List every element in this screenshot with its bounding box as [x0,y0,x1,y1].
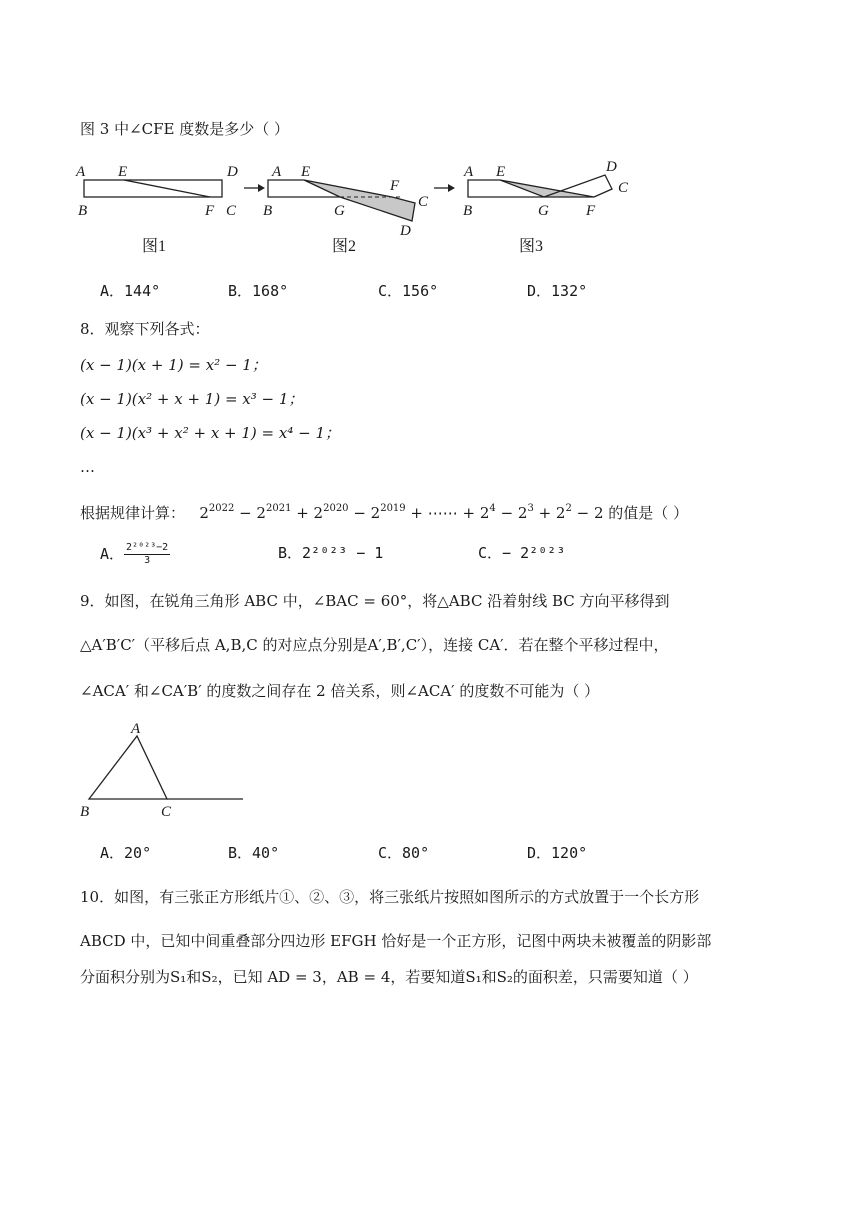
q9-triangle-figure [75,718,255,828]
q7-stem: 图 3 中∠CFE 度数是多少（ ） [80,120,290,138]
q7-option-b: B．168° [228,282,289,300]
svg-text:D: D [400,223,411,239]
q8-eq1: (x − 1)(x + 1) = x² − 1； [80,356,267,374]
q7-option-a: A．144° [100,282,161,300]
svg-text:G: G [334,203,345,219]
q10-line3: 分面积分别为S₁和S₂，已知 AD = 3，AB = 4，若要知道S₁和S₂的面积差，只需要知道（ ） [80,968,698,986]
q7-option-c: C．156° [378,282,439,300]
q8-eq3: (x − 1)(x³ + x² + x + 1) = x⁴ − 1； [80,424,341,442]
q9-line2: △A′B′C′（平移后点 A,B,C 的对应点分别是A′,B′,C′），连接 CA′．若在整个平移过程中， [80,636,669,654]
fig1 [75,164,238,219]
svg-text:A: A [131,721,141,737]
svg-text:E: E [118,164,128,180]
q8-option-a: A． $\frac{\text{2²⁰²³−2}}{3}$ [100,542,169,566]
svg-text:F: F [390,178,400,194]
q7-option-d: D．132° [527,282,588,300]
svg-text:C: C [418,194,429,210]
svg-text:A: A [272,164,282,180]
q8-expression-line: 根据规律计算： $2^{2022} - 2^{2021} + 2^{2020} - 2^{2019}$ + ⋯⋯ + $2^4 - 2^3 + 2^2 - 2$ 的值是（ ） [80,503,689,522]
arrow-1-icon [244,184,265,192]
svg-text:C: C [618,180,629,196]
q10-line1: 10．如图，有三张正方形纸片①、②、③，将三张纸片按照如图所示的方式放置于一个长方形 [80,888,700,906]
svg-text:E: E [496,164,506,180]
svg-text:A: A [76,164,86,180]
q8-ellipsis: … [80,458,95,476]
svg-text:F: F [205,203,215,219]
svg-text:G: G [538,203,549,219]
q8-stem: 8．观察下列各式： [80,320,210,338]
q9-option-a: A．20° [100,844,152,862]
svg-text:B: B [78,203,88,219]
svg-text:B: B [263,203,273,219]
svg-text:D: D [606,159,617,175]
svg-text:D: D [227,164,238,180]
caption-fig1: 图1 [142,238,167,255]
svg-text:C: C [161,804,172,820]
q8-eq2: (x − 1)(x² + x + 1) = x³ − 1； [80,390,304,408]
q9-line1: 9．如图，在锐角三角形 ABC 中，∠BAC = 60°，将△ABC 沿着射线 BC 方向平移得到 [80,592,670,610]
q9-line3: ∠ACA′ 和∠CA′B′ 的度数之间存在 2 倍关系，则∠ACA′ 的度数不可能为（ ） [80,682,600,700]
q9-option-d: D．120° [527,844,588,862]
svg-text:C: C [226,203,237,219]
q8-option-c: C．− 2²⁰²³ [478,544,566,562]
q9-option-c: C．80° [378,844,430,862]
caption-fig3: 图3 [519,238,544,255]
svg-text:F: F [586,203,596,219]
q7-figure [72,158,672,258]
fig3 [463,159,629,219]
svg-text:E: E [301,164,311,180]
svg-text:B: B [463,203,473,219]
arrow-2-icon [434,184,455,192]
fig2 [263,164,429,239]
q8-option-b: B．2²⁰²³ − 1 [278,544,384,562]
svg-text:B: B [80,804,90,820]
caption-fig2: 图2 [332,238,357,255]
q9-option-b: B．40° [228,844,280,862]
svg-text:A: A [464,164,474,180]
q10-line2: ABCD 中，已知中间重叠部分四边形 EFGH 恰好是一个正方形，记图中两块未被覆盖的阴影部 [80,932,712,950]
